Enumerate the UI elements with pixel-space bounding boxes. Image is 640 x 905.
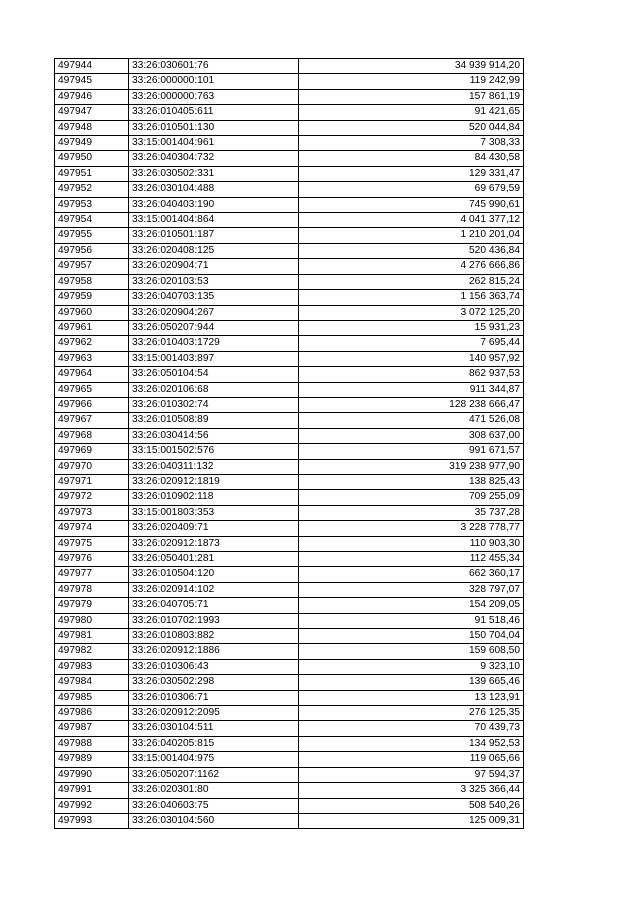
cadastral-value-cell: 862 937,53 [299,367,524,382]
cadastral-number-cell: 33:26:030601:76 [129,59,299,74]
cadastral-number-cell: 33:26:000000:101 [129,74,299,89]
row-id-cell: 497972 [55,490,129,505]
table-row [55,213,524,228]
table-row [55,505,524,520]
row-id-cell: 497959 [55,290,129,305]
cadastral-value-cell: 150 704,04 [299,629,524,644]
cadastral-value-cell: 520 436,84 [299,243,524,258]
table-row [55,444,524,459]
cadastral-value-cell: 328 797,07 [299,582,524,597]
row-id-cell: 497952 [55,182,129,197]
table-row [55,582,524,597]
cadastral-number-cell: 33:26:000000:763 [129,89,299,104]
table-row [55,120,524,135]
table-row [55,397,524,412]
cadastral-value-cell: 34 939 914,20 [299,59,524,74]
cadastral-value-cell: 7 695,44 [299,336,524,351]
table-row [55,428,524,443]
cadastral-value-cell: 1 156 363,74 [299,290,524,305]
row-id-cell: 497981 [55,629,129,644]
table-row [55,474,524,489]
table-row [55,228,524,243]
cadastral-value-cell: 745 990,61 [299,197,524,212]
table-row [55,567,524,582]
cadastral-number-cell: 33:26:040703:135 [129,290,299,305]
cadastral-value-cell: 709 255,09 [299,490,524,505]
row-id-cell: 497956 [55,243,129,258]
row-id-cell: 497969 [55,444,129,459]
row-id-cell: 497954 [55,213,129,228]
cadastral-value-cell: 7 308,33 [299,136,524,151]
row-id-cell: 497982 [55,644,129,659]
cadastral-value-cell: 15 931,23 [299,320,524,335]
cadastral-value-cell: 276 125,35 [299,706,524,721]
row-id-cell: 497988 [55,736,129,751]
row-id-cell: 497990 [55,767,129,782]
cadastral-number-cell: 33:26:030502:331 [129,166,299,181]
table-row [55,89,524,104]
cadastral-number-cell: 33:26:020912:1873 [129,536,299,551]
cadastral-number-cell: 33:26:050104:54 [129,367,299,382]
row-id-cell: 497993 [55,813,129,828]
table-row [55,413,524,428]
cadastral-number-cell: 33:26:010405:611 [129,105,299,120]
row-id-cell: 497984 [55,675,129,690]
row-id-cell: 497951 [55,166,129,181]
cadastral-value-cell: 69 679,59 [299,182,524,197]
row-id-cell: 497991 [55,783,129,798]
cadastral-number-cell: 33:26:010501:130 [129,120,299,135]
table-row [55,521,524,536]
row-id-cell: 497976 [55,552,129,567]
row-id-cell: 497949 [55,136,129,151]
row-id-cell: 497966 [55,397,129,412]
cadastral-value-cell: 157 861,19 [299,89,524,104]
cadastral-value-cell: 125 009,31 [299,813,524,828]
cadastral-number-cell: 33:15:001404:975 [129,752,299,767]
row-id-cell: 497955 [55,228,129,243]
row-id-cell: 497944 [55,59,129,74]
cadastral-value-cell: 4 041 377,12 [299,213,524,228]
cadastral-number-cell: 33:26:020106:68 [129,382,299,397]
row-id-cell: 497975 [55,536,129,551]
row-id-cell: 497965 [55,382,129,397]
table-row [55,783,524,798]
row-id-cell: 497960 [55,305,129,320]
table-row [55,536,524,551]
row-id-cell: 497961 [55,320,129,335]
table-row [55,166,524,181]
row-id-cell: 497968 [55,428,129,443]
row-id-cell: 497945 [55,74,129,89]
cadastral-number-cell: 33:26:020103:53 [129,274,299,289]
row-id-cell: 497953 [55,197,129,212]
cadastral-number-cell: 33:26:040304:732 [129,151,299,166]
row-id-cell: 497950 [55,151,129,166]
cadastral-number-cell: 33:26:030104:488 [129,182,299,197]
table-row [55,367,524,382]
row-id-cell: 497967 [55,413,129,428]
cadastral-number-cell: 33:26:010508:89 [129,413,299,428]
cadastral-value-cell: 662 360,17 [299,567,524,582]
table-row [55,767,524,782]
row-id-cell: 497978 [55,582,129,597]
cadastral-value-cell: 520 044,84 [299,120,524,135]
cadastral-number-cell: 33:26:010501:187 [129,228,299,243]
table-row [55,243,524,258]
cadastral-value-cell: 138 825,43 [299,474,524,489]
cadastral-value-cell: 262 815,24 [299,274,524,289]
cadastral-number-cell: 33:26:030104:511 [129,721,299,736]
table-row [55,721,524,736]
table-row [55,382,524,397]
row-id-cell: 497958 [55,274,129,289]
table-row [55,136,524,151]
cadastral-number-cell: 33:26:040205:815 [129,736,299,751]
row-id-cell: 497980 [55,613,129,628]
row-id-cell: 497979 [55,598,129,613]
cadastral-value-cell: 9 323,10 [299,659,524,674]
cadastral-number-cell: 33:26:020912:1886 [129,644,299,659]
cadastral-value-cell: 159 608,50 [299,644,524,659]
cadastral-number-cell: 33:26:040311:132 [129,459,299,474]
table-row [55,105,524,120]
table-row [55,74,524,89]
table-body [55,59,524,829]
cadastral-value-cell: 119 242,99 [299,74,524,89]
cadastral-number-cell: 33:26:010504:120 [129,567,299,582]
cadastral-number-cell: 33:26:020301:80 [129,783,299,798]
cadastral-number-cell: 33:26:020409:71 [129,521,299,536]
cadastral-value-cell: 91 421,65 [299,105,524,120]
cadastral-value-cell: 112 455,34 [299,552,524,567]
cadastral-value-cell: 3 325 366,44 [299,783,524,798]
cadastral-value-cell: 308 637,00 [299,428,524,443]
row-id-cell: 497977 [55,567,129,582]
table-row [55,182,524,197]
row-id-cell: 497970 [55,459,129,474]
table-row [55,336,524,351]
cadastral-number-cell: 33:15:001404:864 [129,213,299,228]
cadastral-value-cell: 84 430,58 [299,151,524,166]
cadastral-value-cell: 154 209,05 [299,598,524,613]
cadastral-number-cell: 33:26:010306:43 [129,659,299,674]
cadastral-value-cell: 91 518,46 [299,613,524,628]
table-row [55,351,524,366]
cadastral-number-cell: 33:26:020912:2095 [129,706,299,721]
cadastral-number-cell: 33:26:030104:560 [129,813,299,828]
cadastral-number-cell: 33:26:050207:1162 [129,767,299,782]
cadastral-number-cell: 33:15:001502:576 [129,444,299,459]
row-id-cell: 497987 [55,721,129,736]
table-row [55,490,524,505]
table-row [55,659,524,674]
row-id-cell: 497989 [55,752,129,767]
table-row [55,305,524,320]
cadastral-value-cell: 139 665,46 [299,675,524,690]
row-id-cell: 497946 [55,89,129,104]
cadastral-value-cell: 508 540,26 [299,798,524,813]
table-row [55,613,524,628]
table-row [55,59,524,74]
cadastral-value-cell: 140 957,92 [299,351,524,366]
table-row [55,151,524,166]
cadastral-number-cell: 33:15:001803:353 [129,505,299,520]
cadastral-number-cell: 33:26:010306:71 [129,690,299,705]
cadastral-value-cell: 991 671,57 [299,444,524,459]
cadastral-value-cell: 471 526,08 [299,413,524,428]
table-row [55,459,524,474]
row-id-cell: 497983 [55,659,129,674]
table-row [55,320,524,335]
row-id-cell: 497986 [55,706,129,721]
row-id-cell: 497947 [55,105,129,120]
table-row [55,259,524,274]
cadastral-number-cell: 33:15:001404:961 [129,136,299,151]
cadastral-number-cell: 33:26:020904:71 [129,259,299,274]
table-row [55,813,524,828]
row-id-cell: 497985 [55,690,129,705]
cadastral-value-cell: 1 210 201,04 [299,228,524,243]
row-id-cell: 497971 [55,474,129,489]
cadastral-number-cell: 33:26:040603:75 [129,798,299,813]
table-row [55,752,524,767]
table-row [55,274,524,289]
cadastral-number-cell: 33:26:010803:882 [129,629,299,644]
cadastral-number-cell: 33:26:050207:944 [129,320,299,335]
cadastral-value-cell: 128 238 666,47 [299,397,524,412]
table-row [55,629,524,644]
row-id-cell: 497973 [55,505,129,520]
table-row [55,290,524,305]
row-id-cell: 497957 [55,259,129,274]
cadastral-value-cell: 97 594,37 [299,767,524,782]
cadastral-value-cell: 911 344,87 [299,382,524,397]
cadastral-value-cell: 134 952,53 [299,736,524,751]
cadastral-value-cell: 35 737,28 [299,505,524,520]
row-id-cell: 497992 [55,798,129,813]
row-id-cell: 497962 [55,336,129,351]
cadastral-value-cell: 119 065,66 [299,752,524,767]
cadastral-value-cell: 129 331,47 [299,166,524,181]
cadastral-number-cell: 33:26:020408:125 [129,243,299,258]
row-id-cell: 497963 [55,351,129,366]
row-id-cell: 497948 [55,120,129,135]
cadastral-number-cell: 33:26:010403:1729 [129,336,299,351]
cadastral-number-cell: 33:26:020914:102 [129,582,299,597]
table-row [55,706,524,721]
table-row [55,552,524,567]
cadastral-number-cell: 33:26:010302:74 [129,397,299,412]
cadastral-number-cell: 33:26:040705:71 [129,598,299,613]
cadastral-value-cell: 13 123,91 [299,690,524,705]
cadastral-number-cell: 33:26:010702:1993 [129,613,299,628]
table-row [55,598,524,613]
table-row [55,675,524,690]
table-row [55,798,524,813]
table-row [55,644,524,659]
cadastral-value-cell: 110 903,30 [299,536,524,551]
cadastral-number-cell: 33:26:020912:1819 [129,474,299,489]
cadastral-value-cell: 3 072 125,20 [299,305,524,320]
row-id-cell: 497964 [55,367,129,382]
cadastral-value-cell: 4 276 666,86 [299,259,524,274]
cadastral-number-cell: 33:26:050401:281 [129,552,299,567]
table-row [55,690,524,705]
cadastral-value-cell: 3 228 778,77 [299,521,524,536]
cadastral-value-cell: 319 238 977,90 [299,459,524,474]
cadastral-number-cell: 33:15:001403:897 [129,351,299,366]
cadastral-number-cell: 33:26:040403:190 [129,197,299,212]
cadastral-number-cell: 33:26:010902:118 [129,490,299,505]
cadastral-value-cell: 70 439,73 [299,721,524,736]
cadastral-number-cell: 33:26:030502:298 [129,675,299,690]
table-row [55,197,524,212]
table-row [55,736,524,751]
row-id-cell: 497974 [55,521,129,536]
cadastral-number-cell: 33:26:030414:56 [129,428,299,443]
cadastral-number-cell: 33:26:020904:267 [129,305,299,320]
cadastral-value-table [54,58,524,829]
